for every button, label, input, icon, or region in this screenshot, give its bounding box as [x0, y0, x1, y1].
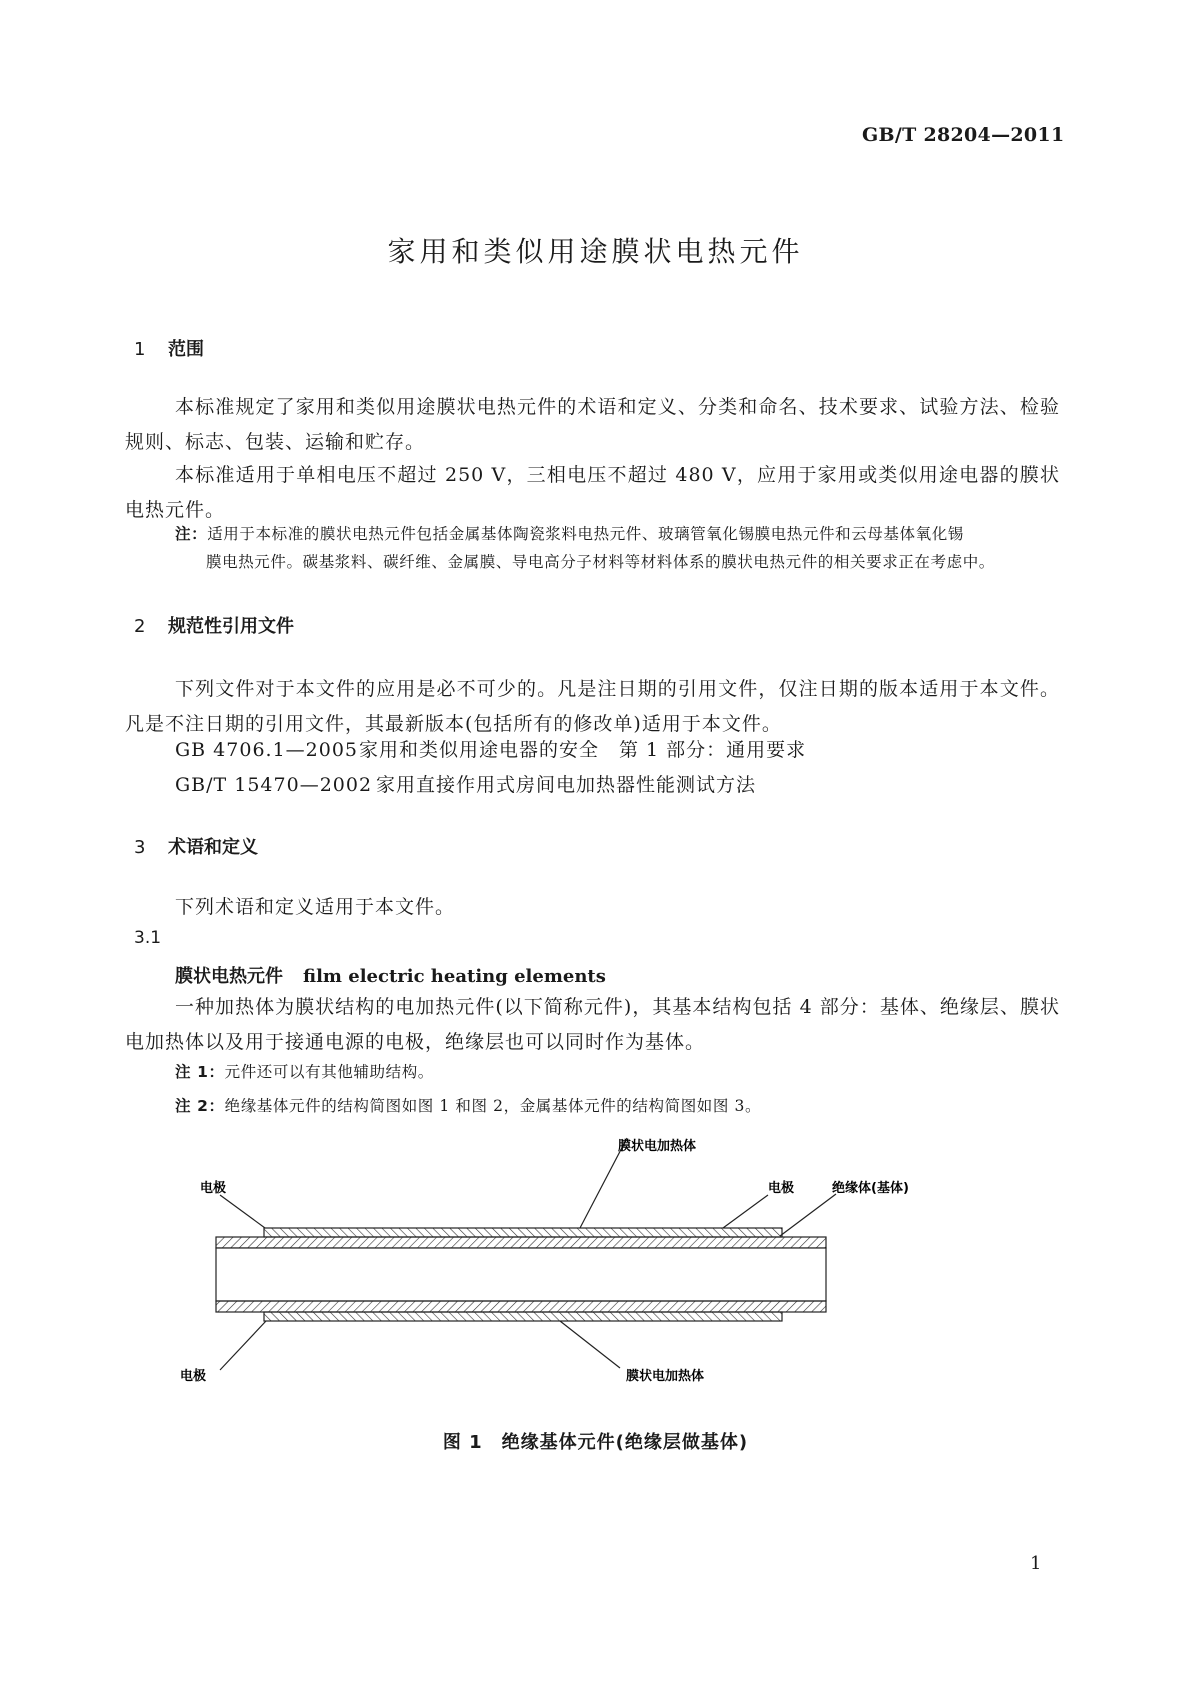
section-3-heading	[134, 833, 258, 859]
label-insulator: 绝缘体(基体)	[832, 1181, 909, 1196]
reference-item	[175, 770, 756, 797]
leader-insulator	[780, 1194, 836, 1236]
subclause-number: 3.1	[134, 928, 162, 948]
note-text-1: 适用于本标准的膜状电热元件包括金属基体陶瓷浆料电热元件、玻璃管氧化锡膜电热元件和云母基体氧化锡	[207, 525, 964, 543]
bottom-heater-film	[264, 1312, 782, 1321]
section-number: 3	[134, 837, 146, 858]
section-3-paragraph-1: 下列术语和定义适用于本文件。	[175, 896, 456, 918]
section-2-heading	[134, 612, 294, 638]
note-label: 注 1：	[175, 1063, 225, 1081]
section-1-paragraph-1: 本标准规定了家用和类似用途膜状电热元件的术语和定义、分类和命名、技术要求、试验方法、检验规则、标志、包装、运输和贮存。	[125, 396, 1060, 453]
reference-code: GB/T 15470—2002	[175, 774, 373, 796]
term-english: film electric heating elements	[303, 966, 606, 987]
section-1-heading	[134, 335, 204, 361]
note-label: 注：	[175, 525, 208, 543]
leader-electrode-bottom	[220, 1321, 266, 1370]
leader-heater-bottom	[560, 1321, 620, 1368]
label-electrode-top-left: 电极	[200, 1181, 227, 1196]
bottom-insulator-wall	[216, 1301, 826, 1312]
label-electrode-top-right: 电极	[768, 1181, 795, 1196]
note-text: 绝缘基体元件的结构简图如图 1 和图 2，金属基体元件的结构简图如图 3。	[224, 1097, 762, 1115]
figure-1-diagram	[180, 1120, 1000, 1395]
section-1-paragraph-2: 本标准适用于单相电压不超过 250 V，三相电压不超过 480 V，应用于家用或类似用途电器的膜状电热元件。	[125, 464, 1060, 521]
page-number: 1	[1030, 1553, 1042, 1574]
section-number: 1	[134, 339, 146, 360]
note-line-2: 膜电热元件。碳基浆料、碳纤维、金属膜、导电高分子材料等材料体系的膜状电热元件的相关要求正在考虑中。	[206, 553, 995, 571]
standard-number: GB/T 28204—2011	[862, 124, 1065, 146]
reference-title: 家用直接作用式房间电加热器性能测试方法	[376, 774, 757, 796]
term-note-2	[175, 1092, 1060, 1120]
document-title: 家用和类似用途膜状电热元件	[387, 235, 804, 268]
section-title: 术语和定义	[168, 837, 258, 858]
section-2-paragraph-1: 下列文件对于本文件的应用是必不可少的。凡是注日期的引用文件，仅注日期的版本适用于本文件。凡是不注日期的引用文件，其最新版本(包括所有的修改单)适用于本文件。	[125, 678, 1060, 735]
section-1-note	[175, 520, 1060, 576]
section-title: 规范性引用文件	[168, 616, 294, 637]
top-heater-film	[264, 1228, 782, 1237]
note-line-1	[175, 520, 1060, 548]
top-insulator-wall	[216, 1237, 826, 1248]
leader-electrode-top-left	[220, 1195, 265, 1228]
tube-interior	[216, 1248, 826, 1301]
reference-code: GB 4706.1—2005	[175, 739, 359, 761]
label-heater-bottom: 膜状电加热体	[626, 1369, 705, 1384]
note-text: 元件还可以有其他辅助结构。	[224, 1063, 434, 1081]
label-electrode-bottom: 电极	[180, 1369, 207, 1384]
reference-title: 家用和类似用途电器的安全 第 1 部分：通用要求	[359, 739, 807, 761]
section-title: 范围	[168, 339, 204, 360]
section-number: 2	[134, 616, 146, 637]
reference-item	[175, 735, 806, 762]
term-definition: 一种加热体为膜状结构的电加热元件(以下简称元件)，其基本结构包括 4 部分：基体、绝缘层、膜状电加热体以及用于接通电源的电极，绝缘层也可以同时作为基体。	[125, 996, 1060, 1053]
leader-electrode-top-right	[723, 1195, 768, 1228]
label-heater-top: 膜状电加热体	[618, 1139, 697, 1154]
term-entry	[175, 962, 606, 988]
note-label: 注 2：	[175, 1097, 225, 1115]
figure-1-caption: 图 1 绝缘基体元件(绝缘层做基体)	[442, 1432, 749, 1453]
term-note-1	[175, 1058, 1060, 1086]
term-chinese: 膜状电热元件	[175, 966, 283, 987]
